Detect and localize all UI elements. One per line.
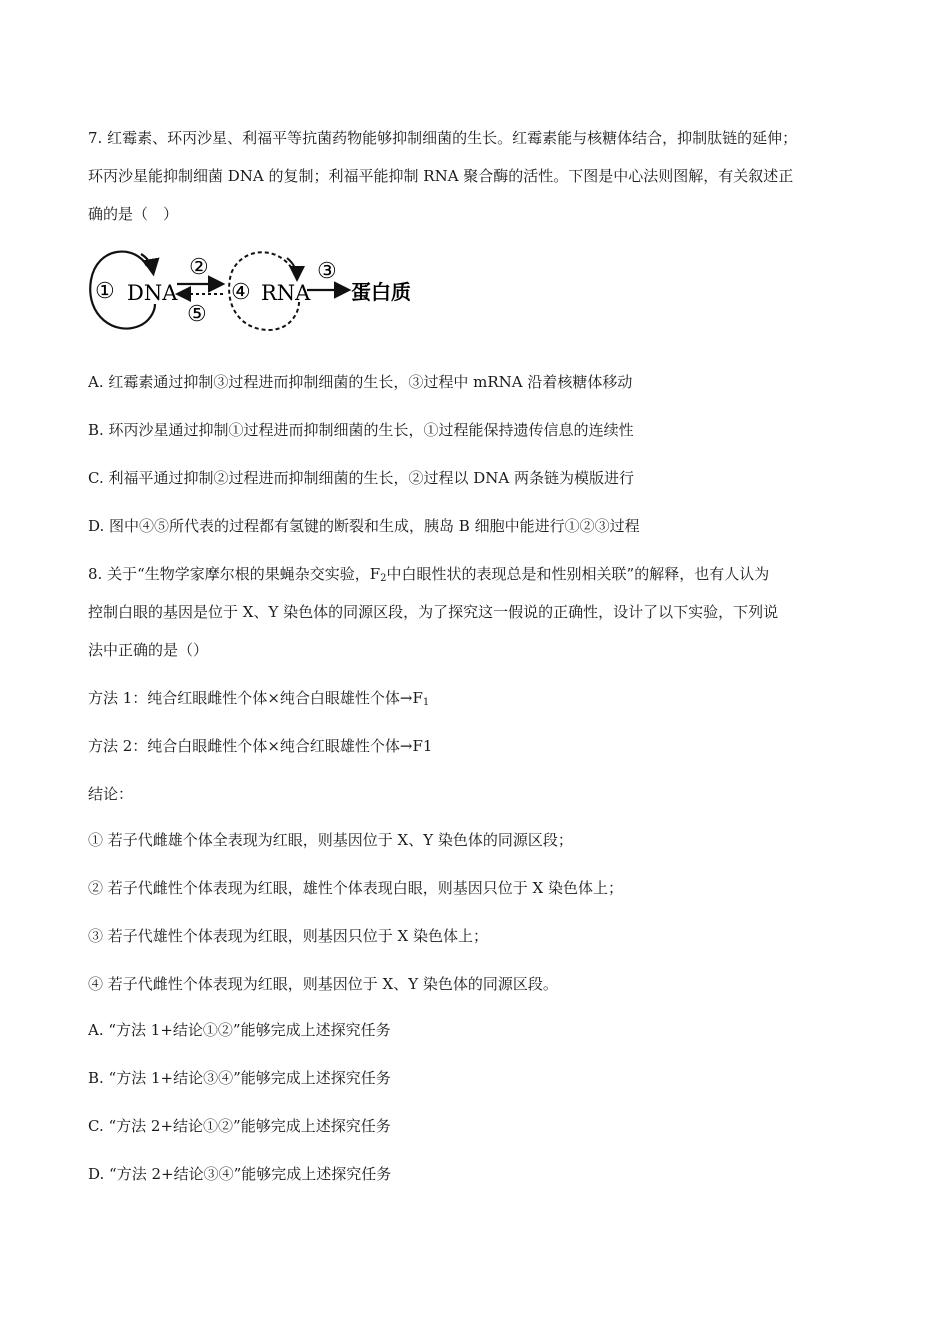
q8-stem-line-2: 控制白眼的基因是位于 X、Y 染色体的同源区段，为了探究这一假说的正确性，设计了以下实验，下列说 [88,603,779,621]
q7-option-d: D. 图中④⑤所代表的过程都有氢键的断裂和生成，胰岛 B 细胞中能进行①②③过程 [88,517,640,535]
dna-replication-arrow [141,254,153,272]
q8-conclusion-4: ④ 若子代雌性个体表现为红眼，则基因位于 X、Y 染色体的同源区段。 [88,975,558,993]
label-5: ⑤ [187,302,207,327]
label-protein: 蛋白质 [351,280,411,304]
q8-option-c: C. “方法 2+结论①②”能够完成上述探究任务 [88,1117,391,1135]
q8-option-b: B. “方法 1+结论③④”能够完成上述探究任务 [88,1069,391,1087]
q7-stem-line-3: 确的是（ ） [88,205,179,223]
rna-replication-arrow [287,258,297,278]
q8-conclusion-label: 结论： [88,785,134,803]
label-3: ③ [317,259,337,284]
q8-conclusion-1: ① 若子代雌雄个体全表现为红眼，则基因位于 X、Y 染色体的同源区段； [88,831,573,849]
q8-conclusion-3: ③ 若子代雄性个体表现为红眼，则基因只位于 X 染色体上； [88,927,488,945]
q8-option-a: A. “方法 1+结论①②”能够完成上述探究任务 [88,1021,391,1039]
label-rna: RNA [261,281,311,305]
q8-method-2: 方法 2：纯合白眼雌性个体×纯合红眼雄性个体→F1 [88,737,433,755]
q8-stem-line-1: 8. 关于“生物学家摩尔根的果蝇杂交实验，$F_2$中白眼性状的表现总是和性别相关联”的解释，也有人认为 [88,565,770,584]
q8-conclusion-2: ② 若子代雌性个体表现为红眼，雄性个体表现白眼，则基因只位于 X 染色体上； [88,879,623,897]
q7-option-b: B. 环丙沙星通过抑制①过程进而抑制细菌的生长，①过程能保持遗传信息的连续性 [88,421,634,439]
q8-stem-line-3: 法中正确的是（） [88,641,209,659]
central-dogma-diagram [85,244,415,336]
q7-option-c: C. 利福平通过抑制②过程进而抑制细菌的生长，②过程以 DNA 两条链为模版进行 [88,469,635,487]
q8-option-d: D. “方法 2+结论③④”能够完成上述探究任务 [88,1165,392,1183]
q7-stem-line-1: 7. 红霉素、环丙沙星、利福平等抗菌药物能够抑制细菌的生长。红霉素能与核糖体结合，抑制肽链的延伸； [88,129,798,147]
q7-option-a: A. 红霉素通过抑制③过程进而抑制细菌的生长，③过程中 mRNA 沿着核糖体移动 [88,373,633,391]
label-dna: DNA [127,281,178,305]
q7-stem-line-2: 环丙沙星能抑制细菌 DNA 的复制；利福平能抑制 RNA 聚合酶的活性。下图是中心法则图解，有关叙述正 [88,167,794,185]
label-2: ② [189,255,209,280]
q8-method-1: 方法 1：纯合红眼雌性个体×纯合白眼雄性个体$\to F_1$ [88,689,430,708]
label-4: ④ [231,280,251,305]
label-1: ① [95,279,115,304]
